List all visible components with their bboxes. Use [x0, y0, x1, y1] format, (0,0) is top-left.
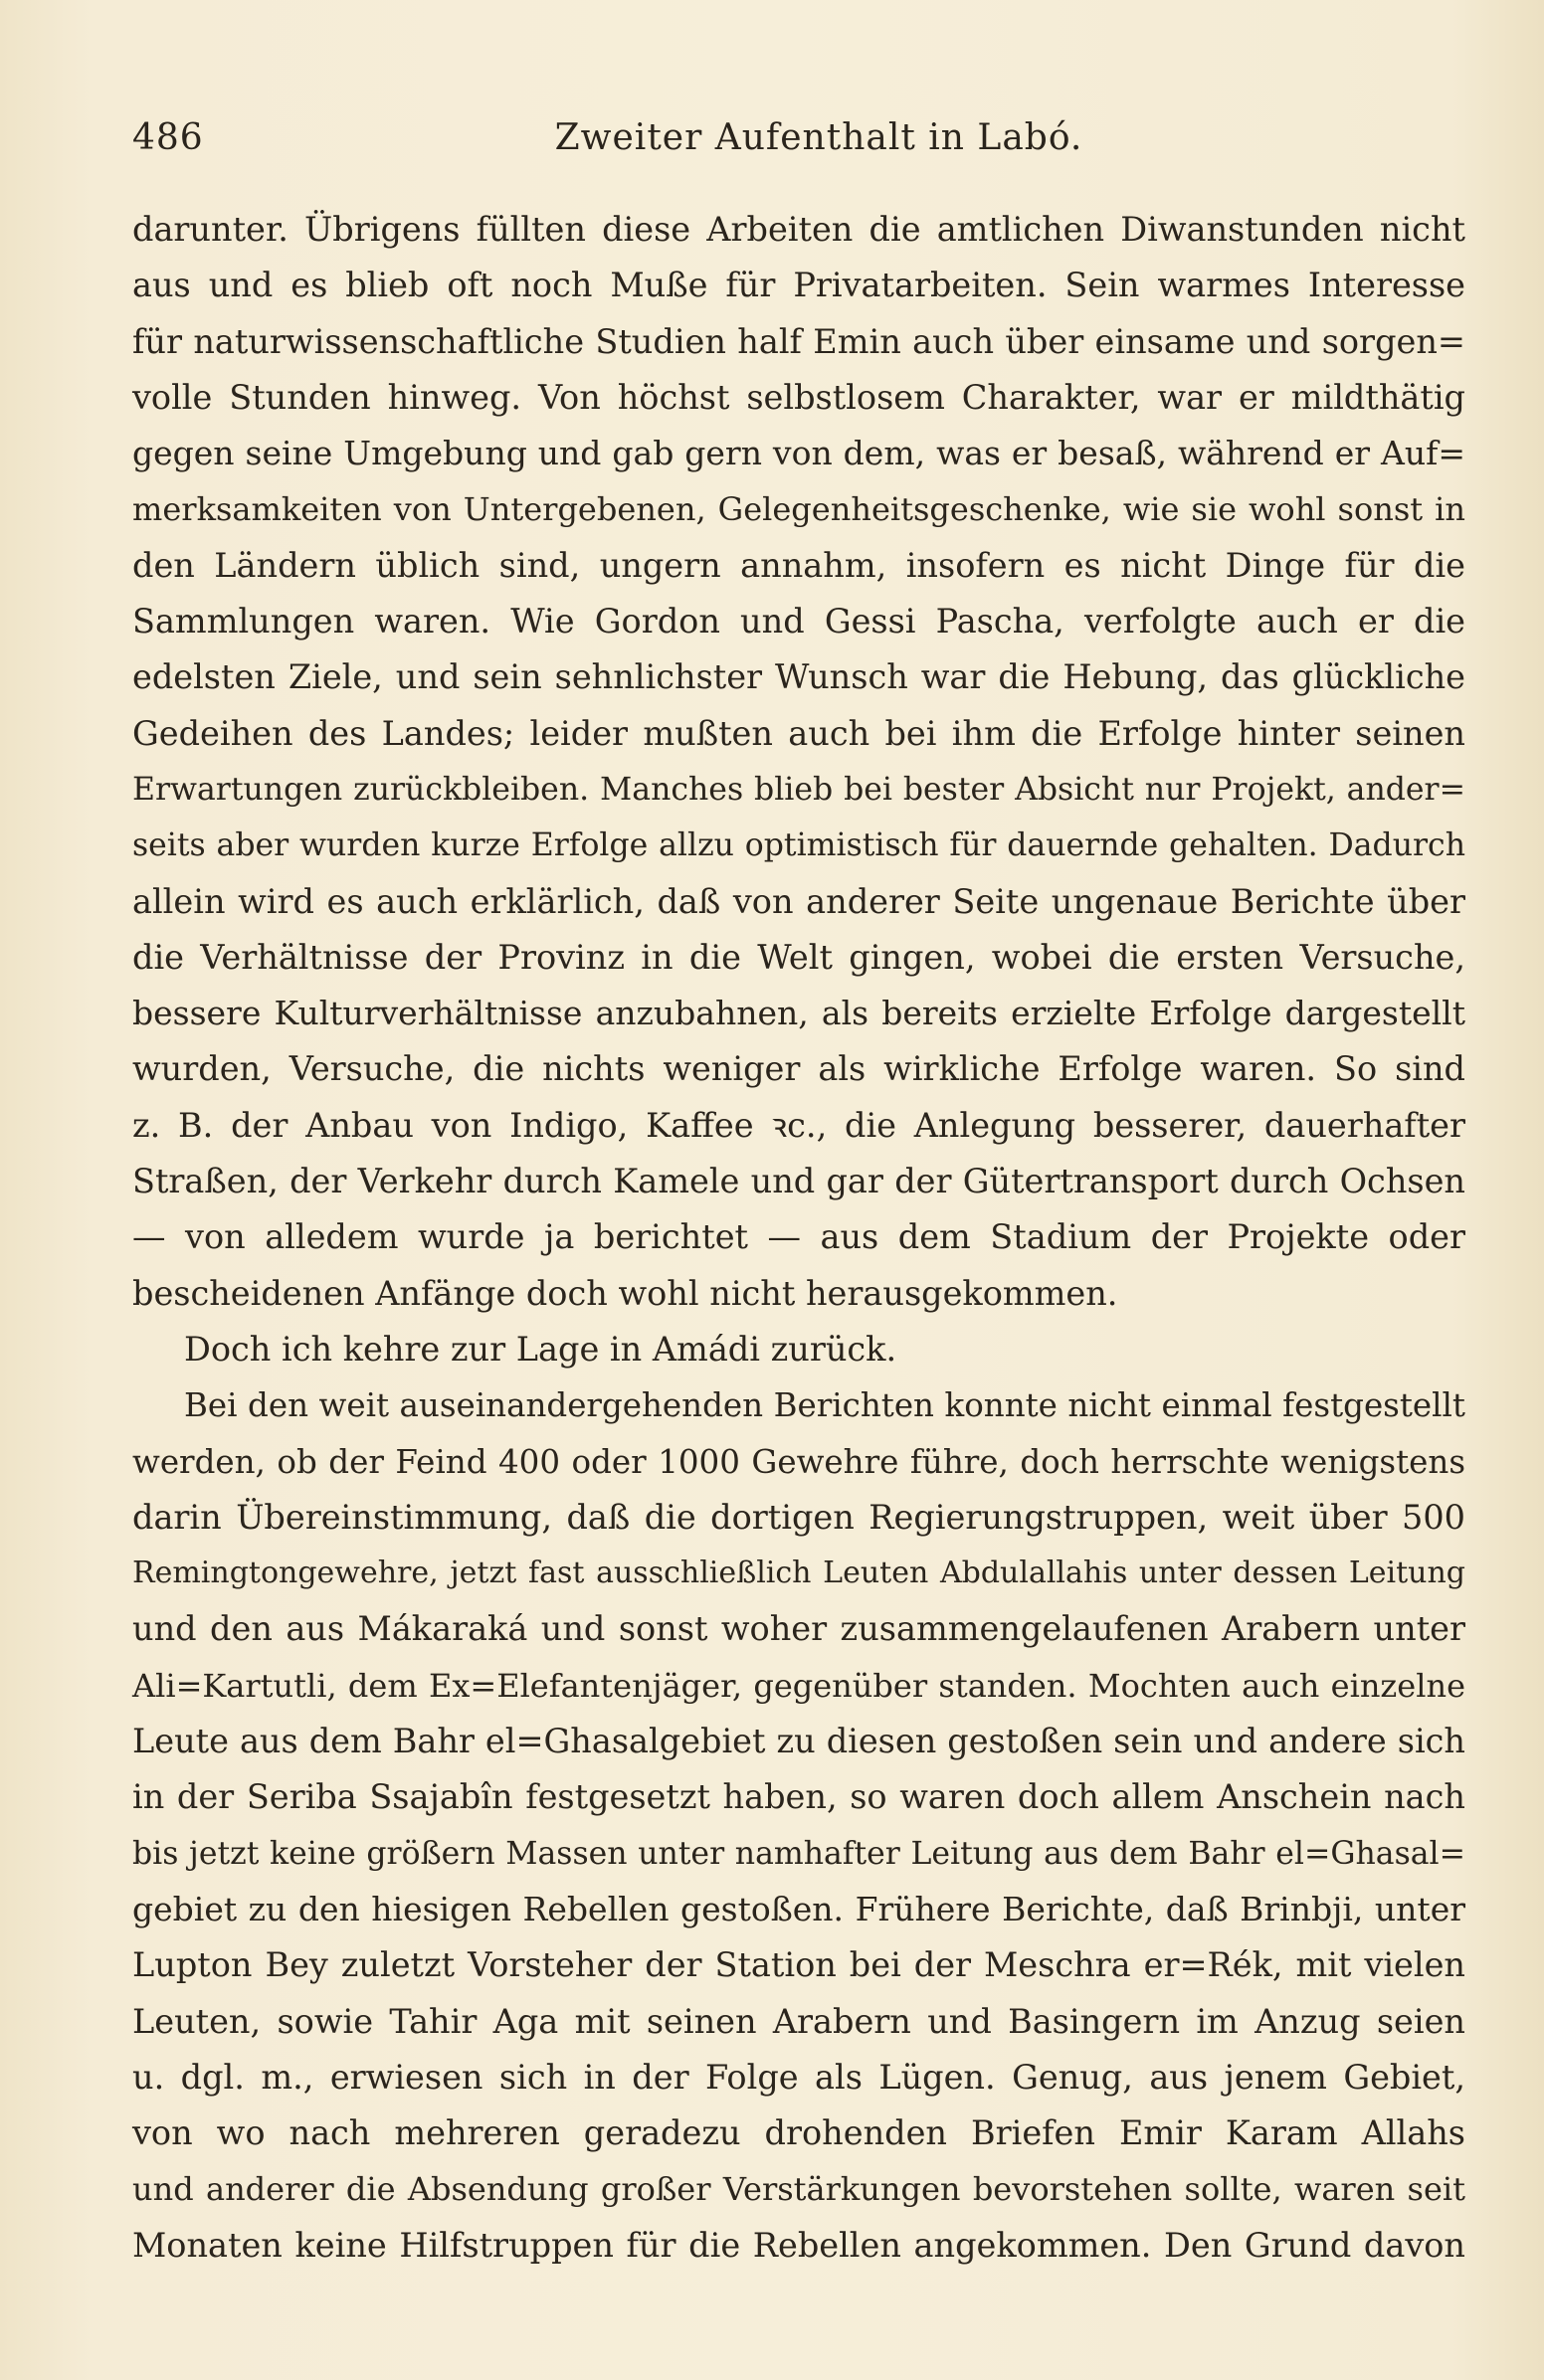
- paragraph-end-line: bescheidenen Anfänge doch wohl nicht herausgekommen.: [132, 1273, 1118, 1313]
- text-line: die Verhältnisse der Provinz in die Welt gingen, wobei die ersten Versuche,: [132, 937, 1465, 977]
- text-line: für naturwissenschaftliche Studien half Emin auch über einsame und sorgen=: [132, 321, 1465, 361]
- text-line: bessere Kulturverhältnisse anzubahnen, als bereits erzielte Erfolge dargestellt: [132, 994, 1465, 1033]
- text-line: Monaten keine Hilfstruppen für die Rebellen angekommen. Den Grund davon: [132, 2225, 1465, 2265]
- text-line: Straßen, der Verkehr durch Kamele und gar der Gütertransport durch Ochsen: [132, 1162, 1465, 1201]
- text-line: gegen seine Umgebung und gab gern von dem, was er besaß, während er Auf=: [132, 434, 1465, 473]
- text-line: Leuten, sowie Tahir Aga mit seinen Arabern und Basingern im Anzug seien: [132, 2001, 1465, 2041]
- text-line: z. B. der Anbau von Indigo, Kaffee ꝛc., die Anlegung besserer, dauerhafter: [132, 1105, 1465, 1145]
- text-line: bis jetzt keine größern Massen unter namhafter Leitung aus dem Bahr el=Ghasal=: [132, 1835, 1465, 1872]
- text-line: Gedeihen des Landes; leider mußten auch bei ihm die Erfolge hinter seinen: [132, 713, 1465, 753]
- text-line: seits aber wurden kurze Erfolge allzu optimistisch für dauernde gehalten. Dadurch: [132, 827, 1465, 864]
- text-line: volle Stunden hinweg. Von höchst selbstlosem Charakter, war er mildthätig: [132, 377, 1465, 417]
- running-head: Zweiter Aufenthalt in Labó.: [554, 117, 1083, 158]
- page-number: 486: [132, 117, 204, 158]
- text-line: und anderer die Absendung großer Verstärkungen bevorstehen sollte, waren seit: [132, 2170, 1465, 2209]
- text-line: — von alledem wurde ja berichtet — aus dem Stadium der Projekte oder: [132, 1217, 1465, 1257]
- text-line: gebiet zu den hiesigen Rebellen gestoßen. Frühere Berichte, daß Brinbji, unter: [132, 1889, 1465, 1928]
- text-line: allein wird es auch erklärlich, daß von anderer Seite ungenaue Berichte über: [132, 881, 1465, 921]
- text-line: aus und es blieb oft noch Muße für Privatarbeiten. Sein warmes Interesse: [132, 266, 1465, 305]
- text-line: merksamkeiten von Untergebenen, Gelegenheitsgeschenke, wie sie wohl sonst in: [132, 490, 1465, 529]
- text-line: edelsten Ziele, und sein sehnlichster Wunsch war die Hebung, das glückliche: [132, 657, 1465, 697]
- text-line: u. dgl. m., erwiesen sich in der Folge als Lügen. Genug, aus jenem Gebiet,: [132, 2057, 1465, 2097]
- text-line: Remingtongewehre, jetzt fast ausschließlich Leuten Abdulallahis unter dessen Leitung: [132, 1556, 1465, 1591]
- text-line: wurden, Versuche, die nichts weniger als wirkliche Erfolge waren. So sind: [132, 1049, 1465, 1089]
- paragraph-line: Doch ich kehre zur Lage in Amádi zurück.: [184, 1329, 897, 1369]
- page-header: [132, 117, 1465, 169]
- paragraph-first-line: Bei den weit auseinandergehenden Berichten konnte nicht einmal festgestellt: [184, 1386, 1465, 1425]
- text-line: in der Seriba Ssajabîn festgesetzt haben, so waren doch allem Anschein nach: [132, 1777, 1465, 1817]
- text-line: darunter. Übrigens füllten diese Arbeiten die amtlichen Diwanstunden nicht: [132, 210, 1465, 249]
- text-line: Erwartungen zurückbleiben. Manches blieb bei bester Absicht nur Projekt, ander=: [132, 771, 1465, 808]
- text-line: werden, ob der Feind 400 oder 1000 Gewehre führe, doch herrschte wenigstens: [132, 1442, 1465, 1481]
- text-line: Ali=Kartutli, dem Ex=Elefantenjäger, gegenüber standen. Mochten auch einzelne: [132, 1666, 1465, 1705]
- text-line: den Ländern üblich sind, ungern annahm, insofern es nicht Dinge für die: [132, 545, 1465, 585]
- body-text: [132, 202, 1465, 2274]
- text-line: und den aus Mákaraká und sonst woher zusammengelaufenen Arabern unter: [132, 1609, 1465, 1649]
- text-line: Leute aus dem Bahr el=Ghasalgebiet zu diesen gestoßen sein und andere sich: [132, 1722, 1465, 1761]
- text-line: Lupton Bey zuletzt Vorsteher der Station bei der Meschra er=Rék, mit vielen: [132, 1945, 1465, 1985]
- text-line: von wo nach mehreren geradezu drohenden Briefen Emir Karam Allahs: [132, 2113, 1465, 2153]
- text-line: Sammlungen waren. Wie Gordon und Gessi Pascha, verfolgte auch er die: [132, 602, 1465, 641]
- text-line: darin Übereinstimmung, daß die dortigen Regierungstruppen, weit über 500: [132, 1497, 1465, 1537]
